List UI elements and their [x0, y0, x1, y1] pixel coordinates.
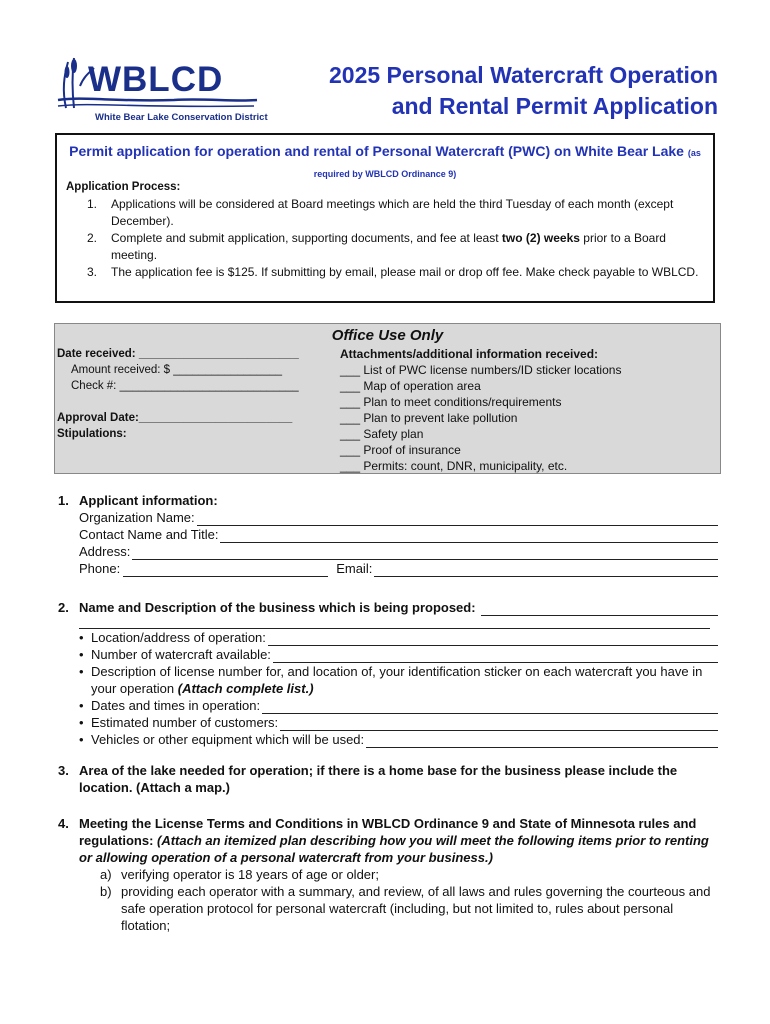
application-process-box: [55, 133, 715, 303]
attachments-heading: Attachments/additional information received:: [340, 347, 599, 361]
customers-field[interactable]: • Estimated number of customers:: [79, 714, 718, 731]
process-step: 2. Complete and submit application, supporting documents, and fee at least two (2) weeks prior to a Board meeting.: [87, 231, 666, 262]
attachment-item[interactable]: ___ Safety plan: [340, 427, 424, 441]
intro-heading-note: (as required by WBLCD Ordinance 9): [313, 148, 701, 179]
office-use-title: Office Use Only: [331, 327, 444, 344]
intro-heading: [57, 142, 713, 184]
office-right-column: [340, 346, 621, 474]
attachment-item[interactable]: ___ Map of operation area: [340, 379, 481, 393]
license-description-item: • Description of license number for, and location of, your identification sticker on each watercraft you have in your operation (Attach complete list.): [79, 663, 718, 697]
process-label: Application Process:: [66, 181, 181, 193]
vehicles-field[interactable]: • Vehicles or other equipment which will be used:: [79, 731, 718, 748]
section-applicant-info: 1. Applicant information: Organization Name: Contact Name and Title: Address: Phone: Email:: [58, 492, 718, 577]
date-received-field[interactable]: Date received: _________________________: [57, 348, 299, 360]
title-line-2: and Rental Permit Application: [391, 93, 718, 119]
attachment-item[interactable]: ___ Plan to prevent lake pollution: [340, 411, 518, 425]
process-step: 3. The application fee is $125. If submitting by email, please mail or drop off fee. Make check payable to WBLCD.: [87, 265, 699, 279]
amount-received-field[interactable]: Amount received: $ _________________: [71, 364, 283, 376]
attachment-item[interactable]: ___ List of PWC license numbers/ID sticker locations: [340, 363, 622, 377]
check-number-field[interactable]: Check #: ____________________________: [71, 380, 299, 392]
email-label: Email:: [336, 561, 373, 576]
attachment-item[interactable]: ___ Proof of insurance: [340, 443, 461, 457]
title-line-1: 2025 Personal Watercraft Operation: [328, 62, 718, 88]
phone-email-row: [79, 560, 718, 577]
phone-field[interactable]: [123, 564, 328, 577]
location-field[interactable]: • Location/address of operation:: [79, 629, 718, 646]
business-description-line[interactable]: [79, 616, 718, 629]
watercraft-count-field[interactable]: • Number of watercraft available:: [79, 646, 718, 663]
page-title: [278, 60, 718, 122]
office-use-box: [54, 323, 721, 474]
intro-heading-text: Permit application for operation and rental of Personal Watercraft (PWC) on White Bear Lake: [69, 143, 684, 159]
office-left-column: [57, 346, 299, 442]
dates-times-field[interactable]: • Dates and times in operation:: [79, 697, 718, 714]
organization-name-field[interactable]: Organization Name:: [79, 509, 718, 526]
terms-item: b) providing each operator with a summary, and review, of all laws and rules governing the courteous and safe operation protocol for personal watercraft (including, but not limited to, rules about personal flotation;: [100, 884, 711, 933]
section1-heading: Applicant information:: [79, 493, 218, 508]
section4-heading: Meeting the License Terms and Conditions in WBLCD Ordinance 9 and State of Minnesota rules and regulations: (Attach an itemized plan describing how you will meet the following items prior to renting or allowing operation of a personal watercraft from your business.): [79, 816, 709, 865]
attachment-item[interactable]: ___ Permits: count, DNR, municipality, etc.: [340, 459, 568, 473]
section-license-terms: 4. Meeting the License Terms and Conditions in WBLCD Ordinance 9 and State of Minnesota rules and regulations: (Attach an itemized plan describing how you will meet the following items prior to renting or allowing operation of a personal watercraft from your business.) a) verifying operator is 18 years of age or older; b) providing each operator with a summary, and review, of all laws and rules governing the courteous and safe operation protocol for personal watercraft (including, but not limited to, rules about personal flotation;: [58, 815, 718, 934]
section-business-description: 2. Name and Description of the business which is being proposed: • Location/address of operation: • Number of watercraft available: • Description of license number for, and location of, your identification sticker on each watercraft you have in your operation (Attach complete list.) • Dates and times in operation: • Estimated number of customers: • Vehicles or other equipment which will be used:: [58, 599, 718, 748]
phone-label: Phone:: [79, 561, 121, 576]
logo-subtitle: White Bear Lake Conservation District: [95, 112, 268, 123]
stipulations-label: Stipulations:: [57, 428, 127, 440]
section3-text: Area of the lake needed for operation; if there is a home base for the business please include the location. (Attach a map.): [79, 763, 678, 795]
terms-item: a) verifying operator is 18 years of age or older;: [100, 867, 379, 882]
address-field[interactable]: Address:: [79, 543, 718, 560]
logo-wordmark: WBLCD: [88, 60, 224, 99]
approval-date-field[interactable]: Approval Date:________________________: [57, 412, 293, 424]
process-steps: [87, 196, 707, 281]
attachment-item[interactable]: ___ Plan to meet conditions/requirements: [340, 395, 562, 409]
business-name-field[interactable]: Name and Description of the business which is being proposed:: [79, 599, 718, 616]
email-field[interactable]: [374, 564, 718, 577]
contact-name-field[interactable]: Contact Name and Title:: [79, 526, 718, 543]
section-lake-area: 3. Area of the lake needed for operation; if there is a home base for the business please include the location. (Attach a map.): [58, 762, 718, 796]
process-step: 1. Applications will be considered at Board meetings which are held the third Tuesday of each month (except December).: [87, 197, 674, 228]
